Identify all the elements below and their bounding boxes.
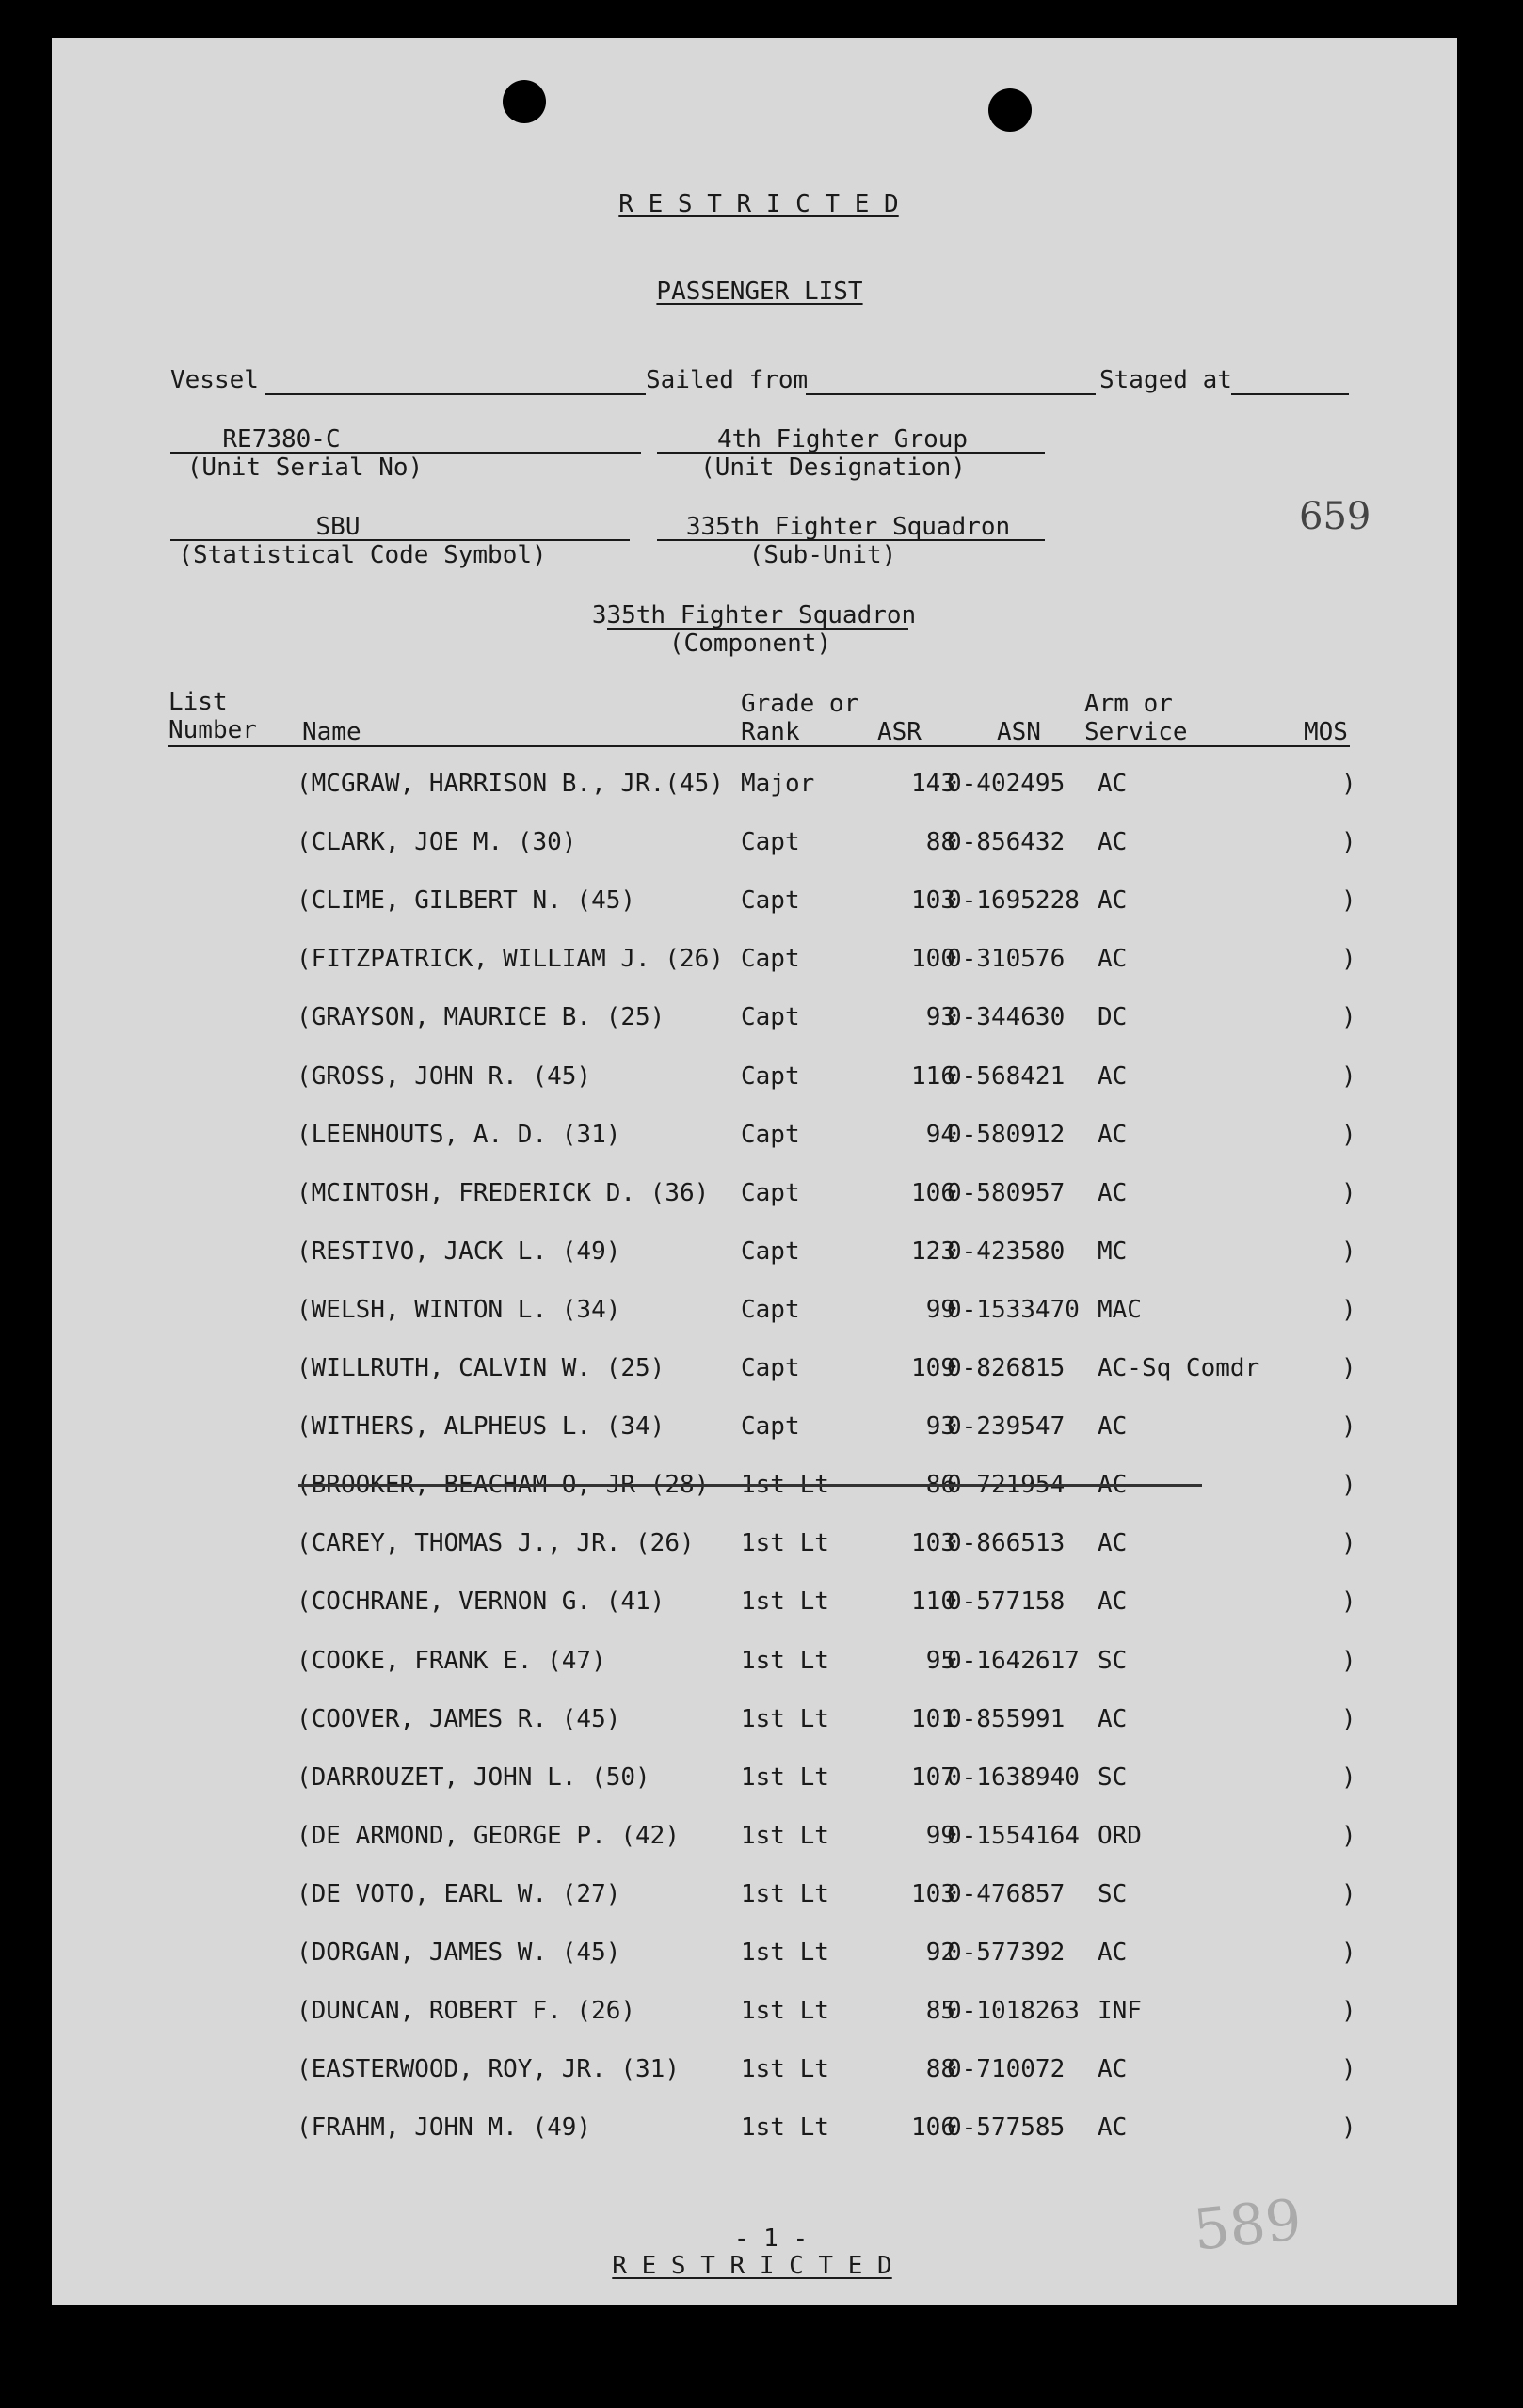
passenger-name: (MCGRAW, HARRISON B., JR.(45)	[297, 770, 724, 798]
passenger-mos: )	[1341, 2113, 1356, 2142]
passenger-asn: 0-721954	[947, 1471, 1066, 1499]
passenger-arm-service: AC	[1098, 886, 1128, 915]
passenger-asr: 85	[925, 1997, 955, 2025]
passenger-asn: 0-577392	[947, 1938, 1066, 1967]
passenger-asn: 0-423580	[947, 1237, 1066, 1266]
passenger-mos: )	[1341, 1822, 1356, 1850]
passenger-asr: 106	[911, 2113, 955, 2142]
passenger-grade: 1st Lt	[741, 1763, 829, 1792]
document-page	[52, 38, 1457, 2305]
passenger-asr: 101	[911, 1705, 955, 1733]
passenger-asr: 93	[925, 1003, 955, 1031]
passenger-arm-service: SC	[1098, 1647, 1128, 1675]
passenger-grade: 1st Lt	[741, 1529, 829, 1557]
passenger-asn: 0-344630	[947, 1003, 1066, 1031]
passenger-asr: 100	[911, 945, 955, 973]
component-label: (Component)	[668, 630, 832, 658]
passenger-mos: )	[1341, 1587, 1356, 1616]
unit-designation-value: 4th Fighter Group	[716, 425, 969, 454]
passenger-asn: 0-855991	[947, 1705, 1066, 1733]
vessel-field-line	[265, 393, 646, 395]
passenger-asn: 0-1533470	[947, 1296, 1080, 1324]
staged-at-field-line	[1231, 393, 1349, 395]
passenger-arm-service: SC	[1098, 1763, 1128, 1792]
passenger-asn: 0-1642617	[947, 1647, 1080, 1675]
passenger-asr: 103	[911, 1880, 955, 1908]
passenger-name: (WILLRUTH, CALVIN W. (25)	[297, 1354, 665, 1382]
passenger-arm-service: SC	[1098, 1880, 1128, 1908]
unit-serial-label: (Unit Serial No)	[186, 454, 424, 482]
passenger-asn: 0-866513	[947, 1529, 1066, 1557]
table-row	[52, 1412, 1457, 1450]
passenger-grade: 1st Lt	[741, 1647, 829, 1675]
document-title: PASSENGER LIST	[656, 278, 863, 306]
passenger-asr: 116	[911, 1062, 955, 1091]
passenger-asr: 95	[925, 1647, 955, 1675]
passenger-asr: 103	[911, 1529, 955, 1557]
stat-code-label: (Statistical Code Symbol)	[178, 541, 547, 569]
passenger-arm-service: AC	[1098, 770, 1128, 798]
passenger-grade: Capt	[741, 1003, 800, 1031]
passenger-mos: )	[1341, 770, 1356, 798]
sailed-from-label: Sailed from	[646, 366, 809, 394]
passenger-grade: Capt	[741, 1121, 800, 1149]
component-value: 335th Fighter Squadron	[591, 601, 917, 630]
table-row	[52, 945, 1457, 982]
passenger-asr: 99	[925, 1296, 955, 1324]
passenger-mos: )	[1341, 1997, 1356, 2025]
table-row	[52, 1062, 1457, 1100]
passenger-asr: 123	[911, 1237, 955, 1266]
passenger-grade: Capt	[741, 1354, 800, 1382]
passenger-arm-service: MC	[1098, 1237, 1128, 1266]
passenger-arm-service: AC	[1098, 2055, 1128, 2083]
col-asn: ASN	[997, 718, 1041, 746]
passenger-grade: Capt	[741, 886, 800, 915]
passenger-mos: )	[1341, 1647, 1356, 1675]
passenger-arm-service: ORD	[1098, 1822, 1142, 1850]
passenger-mos: )	[1341, 1880, 1356, 1908]
passenger-asr: 106	[911, 1179, 955, 1207]
table-row	[52, 886, 1457, 924]
passenger-name: (CAREY, THOMAS J., JR. (26)	[297, 1529, 695, 1557]
col-grade-1: Grade or	[741, 690, 859, 718]
header-underline	[168, 745, 1350, 747]
passenger-name: (COOVER, JAMES R. (45)	[297, 1705, 621, 1733]
passenger-asn: 0-1018263	[947, 1997, 1080, 2025]
passenger-name: (DE ARMOND, GEORGE P. (42)	[297, 1822, 680, 1850]
page-number: - 1 -	[733, 2225, 809, 2253]
col-arm-2: Service	[1084, 718, 1188, 746]
passenger-asn: 0-476857	[947, 1880, 1066, 1908]
passenger-arm-service: AC	[1098, 1121, 1128, 1149]
table-row	[52, 1003, 1457, 1041]
passenger-asr: 107	[911, 1763, 955, 1792]
table-row	[52, 1938, 1457, 1976]
table-row	[52, 1997, 1457, 2034]
passenger-mos: )	[1341, 1471, 1356, 1499]
passenger-arm-service: AC	[1098, 1412, 1128, 1441]
passenger-mos: )	[1341, 1412, 1356, 1441]
classification-bottom: R E S T R I C T E D	[612, 2252, 892, 2280]
passenger-asr: 94	[925, 1121, 955, 1149]
table-row	[52, 1471, 1457, 1508]
table-row	[52, 1647, 1457, 1684]
passenger-asr: 88	[925, 2055, 955, 2083]
passenger-asn: 0-1638940	[947, 1763, 1080, 1792]
passenger-arm-service: MAC	[1098, 1296, 1142, 1324]
classification-top: R E S T R I C T E D	[618, 190, 899, 218]
table-row	[52, 1587, 1457, 1625]
passenger-name: (WITHERS, ALPHEUS L. (34)	[297, 1412, 665, 1441]
passenger-grade: Capt	[741, 828, 800, 856]
passenger-mos: )	[1341, 1121, 1356, 1149]
table-row	[52, 1763, 1457, 1801]
table-row	[52, 828, 1457, 866]
passenger-name: (EASTERWOOD, ROY, JR. (31)	[297, 2055, 680, 2083]
passenger-grade: 1st Lt	[741, 1471, 829, 1499]
passenger-arm-service: AC	[1098, 2113, 1128, 2142]
passenger-name: (DARROUZET, JOHN L. (50)	[297, 1763, 650, 1792]
passenger-arm-service: AC	[1098, 1587, 1128, 1616]
strikethrough-line	[298, 1484, 1202, 1487]
passenger-asr: 93	[925, 1412, 955, 1441]
col-list-number-2: Number	[168, 716, 257, 744]
passenger-name: (COOKE, FRANK E. (47)	[297, 1647, 606, 1675]
passenger-grade: 1st Lt	[741, 2055, 829, 2083]
passenger-name: (DUNCAN, ROBERT F. (26)	[297, 1997, 636, 2025]
passenger-grade: 1st Lt	[741, 1938, 829, 1967]
passenger-grade: 1st Lt	[741, 1705, 829, 1733]
passenger-mos: )	[1341, 1763, 1356, 1792]
table-row	[52, 1705, 1457, 1743]
passenger-asn: 0-1695228	[947, 886, 1080, 915]
passenger-grade: Capt	[741, 945, 800, 973]
passenger-name: (RESTIVO, JACK L. (49)	[297, 1237, 621, 1266]
unit-serial-value: RE7380-C	[222, 425, 341, 454]
passenger-name: (WELSH, WINTON L. (34)	[297, 1296, 621, 1324]
passenger-asn: 0-239547	[947, 1412, 1066, 1441]
passenger-asn: 0-826815	[947, 1354, 1066, 1382]
passenger-mos: )	[1341, 1938, 1356, 1967]
passenger-grade: 1st Lt	[741, 2113, 829, 2142]
passenger-asr: 109	[911, 1354, 955, 1382]
passenger-name: (CLIME, GILBERT N. (45)	[297, 886, 636, 915]
passenger-asn: 0-580912	[947, 1121, 1066, 1149]
passenger-mos: )	[1341, 1237, 1356, 1266]
passenger-arm-service: AC	[1098, 945, 1128, 973]
passenger-grade: Capt	[741, 1296, 800, 1324]
col-name: Name	[302, 718, 361, 746]
passenger-asn: 0-1554164	[947, 1822, 1080, 1850]
passenger-name: (FRAHM, JOHN M. (49)	[297, 2113, 592, 2142]
passenger-arm-service: AC-Sq Comdr	[1098, 1354, 1260, 1382]
passenger-asn: 0-577158	[947, 1587, 1066, 1616]
table-row	[52, 1121, 1457, 1158]
passenger-asr: 110	[911, 1587, 955, 1616]
passenger-name: (MCINTOSH, FREDERICK D. (36)	[297, 1179, 710, 1207]
passenger-grade: 1st Lt	[741, 1587, 829, 1616]
sub-unit-label: (Sub-Unit)	[748, 541, 897, 569]
passenger-mos: )	[1341, 1179, 1356, 1207]
passenger-asn: 0-402495	[947, 770, 1066, 798]
passenger-name: (GRAYSON, MAURICE B. (25)	[297, 1003, 665, 1031]
table-row	[52, 1529, 1457, 1567]
table-row	[52, 1296, 1457, 1333]
passenger-grade: Capt	[741, 1179, 800, 1207]
passenger-mos: )	[1341, 1296, 1356, 1324]
passenger-mos: )	[1341, 1705, 1356, 1733]
passenger-asr: 103	[911, 886, 955, 915]
punch-hole-left	[503, 80, 546, 123]
page-stamp-number: 659	[1299, 495, 1371, 538]
passenger-grade: Capt	[741, 1412, 800, 1441]
passenger-name: (DE VOTO, EARL W. (27)	[297, 1880, 621, 1908]
col-mos: MOS	[1304, 718, 1348, 746]
table-row	[52, 2113, 1457, 2151]
table-row	[52, 1237, 1457, 1275]
table-row	[52, 2055, 1457, 2093]
passenger-mos: )	[1341, 2055, 1356, 2083]
unit-designation-label: (Unit Designation)	[700, 454, 966, 482]
passenger-arm-service: AC	[1098, 1179, 1128, 1207]
passenger-mos: )	[1341, 1529, 1356, 1557]
col-asr: ASR	[877, 718, 922, 746]
passenger-asr: 143	[911, 770, 955, 798]
passenger-arm-service: AC	[1098, 1471, 1128, 1499]
table-row	[52, 1354, 1457, 1392]
sub-unit-value: 335th Fighter Squadron	[685, 513, 1011, 541]
passenger-mos: )	[1341, 945, 1356, 973]
passenger-asn: 0-568421	[947, 1062, 1066, 1091]
passenger-mos: )	[1341, 886, 1356, 915]
punch-hole-right	[988, 88, 1032, 132]
passenger-arm-service: DC	[1098, 1003, 1128, 1031]
passenger-asr: 86	[925, 1471, 955, 1499]
passenger-grade: Capt	[741, 1062, 800, 1091]
passenger-grade: 1st Lt	[741, 1822, 829, 1850]
passenger-asn: 0-580957	[947, 1179, 1066, 1207]
passenger-name: (CLARK, JOE M. (30)	[297, 828, 577, 856]
passenger-arm-service: INF	[1098, 1997, 1142, 2025]
passenger-name: (GROSS, JOHN R. (45)	[297, 1062, 592, 1091]
passenger-asr: 99	[925, 1822, 955, 1850]
passenger-mos: )	[1341, 1354, 1356, 1382]
passenger-name: (BROOKER, BEACHAM O, JR (28)	[297, 1471, 710, 1499]
passenger-arm-service: AC	[1098, 1062, 1128, 1091]
passenger-name: (COCHRANE, VERNON G. (41)	[297, 1587, 665, 1616]
passenger-grade: Major	[741, 770, 815, 798]
passenger-name: (FITZPATRICK, WILLIAM J. (26)	[297, 945, 724, 973]
passenger-arm-service: AC	[1098, 1529, 1128, 1557]
passenger-mos: )	[1341, 828, 1356, 856]
pencil-annotation: 589	[1190, 2187, 1305, 2264]
passenger-asn: 0-710072	[947, 2055, 1066, 2083]
passenger-grade: Capt	[741, 1237, 800, 1266]
passenger-mos: )	[1341, 1003, 1356, 1031]
col-arm-1: Arm or	[1084, 690, 1173, 718]
passenger-arm-service: AC	[1098, 828, 1128, 856]
passenger-asr: 92	[925, 1938, 955, 1967]
passenger-name: (LEENHOUTS, A. D. (31)	[297, 1121, 621, 1149]
passenger-arm-service: AC	[1098, 1938, 1128, 1967]
table-row	[52, 1822, 1457, 1859]
passenger-asn: 0-577585	[947, 2113, 1066, 2142]
passenger-arm-service: AC	[1098, 1705, 1128, 1733]
passenger-asn: 0-856432	[947, 828, 1066, 856]
passenger-asn: 0-310576	[947, 945, 1066, 973]
passenger-grade: 1st Lt	[741, 1880, 829, 1908]
table-row	[52, 1880, 1457, 1918]
sailed-from-field-line	[806, 393, 1096, 395]
passenger-asr: 88	[925, 828, 955, 856]
table-row	[52, 1179, 1457, 1217]
passenger-grade: 1st Lt	[741, 1997, 829, 2025]
stat-code-value: SBU	[315, 513, 361, 541]
vessel-label: Vessel	[170, 366, 259, 394]
passenger-mos: )	[1341, 1062, 1356, 1091]
staged-at-label: Staged at	[1099, 366, 1232, 394]
col-list-number-1: List	[168, 688, 228, 716]
col-grade-2: Rank	[741, 718, 800, 746]
passenger-name: (DORGAN, JAMES W. (45)	[297, 1938, 621, 1967]
table-row	[52, 770, 1457, 807]
